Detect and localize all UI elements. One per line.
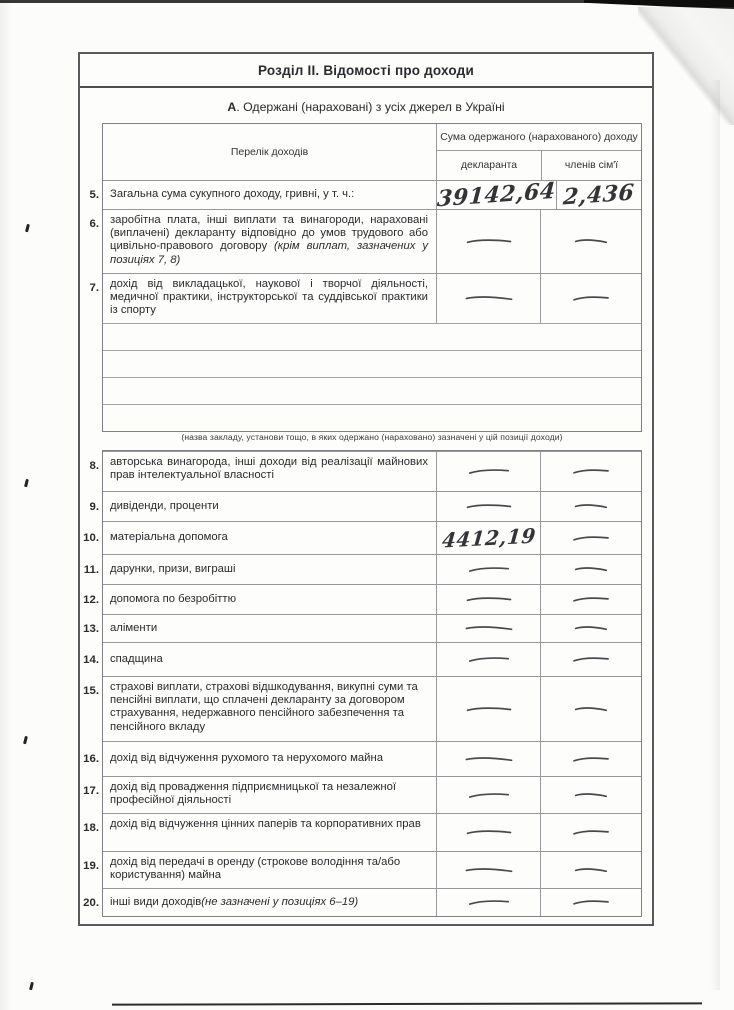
family-amount-cell [540,452,641,491]
income-description [103,452,436,491]
scan-mark [25,224,30,232]
handwritten-amount: 39142,64 [436,177,557,213]
handwritten-dash [466,237,512,246]
row-number: 12. [83,593,99,606]
declarant-amount-cell [436,814,540,851]
family-amount-cell [540,814,641,851]
row-number: 7. [89,282,99,294]
income-description [103,742,436,776]
family-amount-cell [540,210,641,273]
family-amount-cell [540,742,641,776]
row-number: 17. [83,785,99,797]
scan-mark [24,479,29,487]
handwritten-dash [574,790,608,801]
handwritten-dash [466,828,512,837]
handwritten-amount: 4412,19 [440,523,537,553]
table-row [83,584,641,614]
column-header-income-list: Перелік доходів [230,146,309,158]
handwritten-dash [466,595,512,604]
table-row [89,451,641,491]
income-description [103,181,436,209]
row-number: 15. [83,685,99,697]
income-description-text: матеріальна допомога [110,531,228,544]
column-header-declarant: декларанта [460,160,518,171]
table-row [83,741,641,776]
institution-blank-row [103,323,641,350]
table-row [83,888,641,916]
family-amount-cell [540,852,641,888]
income-description [103,555,436,584]
income-table-lower [83,450,642,917]
handwritten-dash [464,293,513,304]
handwritten-dash [572,754,609,764]
table-header [103,124,641,180]
handwritten-dash [466,705,512,714]
income-description-text: дохід від провадження підприємницької та незалежної професійної діяльності [110,781,397,807]
declarant-amount-cell [436,452,540,491]
declarant-amount-cell [436,615,540,642]
handwritten-dash [572,466,609,476]
handwritten-dash [464,623,513,634]
scan-mark [29,982,34,990]
family-amount-cell [556,181,641,209]
row-number: 14. [83,653,99,666]
scan-mark [23,736,28,744]
family-amount-cell [540,522,641,554]
income-description-text: дохід від відчуження рухомого та нерухомого майна [110,752,383,765]
row-number: 11. [83,563,99,576]
declarant-amount-cell [436,555,540,584]
income-table-upper [89,123,642,432]
family-amount-cell [540,889,641,916]
income-description-italic: (крім виплат, зазначених у позиціях 7, 8) [110,240,428,266]
income-description-text: допомога по безробіттю [110,592,237,605]
section-title-band [80,54,652,88]
handwritten-dash [468,466,510,477]
scan-top-edge-artifact [0,0,734,9]
income-description [103,643,436,676]
handwritten-dash [574,236,608,247]
handwritten-dash [574,865,608,876]
income-description [103,210,436,273]
declarant-amount-cell [436,210,540,273]
handwritten-dash [468,790,510,801]
handwritten-dash [468,897,510,908]
declarant-amount-cell [436,274,540,323]
income-description-text: спадщина [110,652,163,665]
income-description [103,522,436,554]
income-description-text: дохід від передачі в оренду (строкове володіння та/або користування) майна [110,856,401,882]
income-description-text: дивіденди, проценти [110,499,219,512]
family-amount-cell [540,274,641,323]
handwritten-dash [572,293,609,303]
income-description-text: Загальна сума сукупного доходу, гривні, у т. ч.: [110,188,355,201]
institution-blank-row [103,377,641,404]
table-row [89,491,641,521]
income-description-text: дохід від відчуження цінних паперів та корпоративних прав [110,818,421,830]
income-description [103,814,436,851]
table-row [83,642,641,676]
handwritten-dash [574,501,608,512]
table-row [83,676,641,741]
declarant-amount-cell [436,777,540,813]
row-number: 16. [83,753,99,765]
handwritten-dash [464,754,513,765]
handwritten-dash [572,897,609,907]
handwritten-dash [572,594,609,604]
table-row [83,813,641,851]
handwritten-dash [468,564,510,575]
table-row [89,273,641,323]
row-number: 9. [89,500,99,513]
table-row [83,554,641,584]
income-description-text: інші види доходів [110,895,202,908]
declarant-amount-cell [436,177,557,213]
declarant-amount-cell [436,585,540,614]
income-description [103,852,436,888]
income-description [103,777,436,813]
subsection-title [80,90,652,123]
handwritten-dash [464,865,513,876]
declarant-amount-cell [436,677,540,741]
row-number: 10. [83,532,99,544]
row-number: 19. [83,860,99,872]
handwritten-dash [468,654,510,665]
declarant-amount-cell [436,492,540,521]
row-number: 20. [83,896,99,909]
column-header-sum: Сума одержаного (нарахованого) доходу [437,124,641,151]
scan-right-edge-shadow [710,80,720,990]
income-description-text: страхові виплати, страхові відшкодування, викупні суми та пенсійні виплати, що сплачені декларанту за договором страхування, недержавного пенсійного забезпечення та пенсійного вкладу [110,681,418,733]
institution-blank-row [103,350,641,377]
table-row [83,851,641,888]
family-amount-cell [540,677,641,741]
declarant-amount-cell [436,643,540,676]
declarant-amount-cell [436,742,540,776]
row-number: 13. [83,622,99,635]
handwritten-amount: 2,436 [562,179,636,211]
scan-bottom-edge-artifact [112,1002,702,1005]
table-row [83,776,641,813]
handwritten-dash [572,654,609,664]
row-number: 18. [83,822,99,834]
family-amount-cell [540,492,641,521]
handwritten-dash [574,564,608,575]
family-amount-cell [540,777,641,813]
declarant-amount-cell [436,522,540,554]
income-description [103,889,436,916]
declarant-amount-cell [436,852,540,888]
handwritten-dash [466,502,512,511]
row-number: 5. [89,189,99,201]
income-description [103,615,436,642]
subsection-letter: А [227,99,237,114]
row-number: 8. [89,460,99,472]
column-header-sum-group [436,124,641,180]
scan-left-edge-shadow [0,0,12,1010]
table-row [89,209,641,273]
income-description [103,585,436,614]
institution-blank-row [103,404,641,431]
income-description-text: авторська винагорода, інші доходи від реалізації майнових прав інтелектуальної власності [110,456,428,482]
subsection-text: . Одержані (нараховані) з усіх джерел в Україні [236,99,505,114]
handwritten-dash [572,827,609,837]
handwritten-dash [574,704,608,715]
row-number: 6. [89,218,99,230]
family-amount-cell [540,643,641,676]
table-row [89,177,641,213]
family-amount-cell [540,555,641,584]
family-amount-cell [540,615,641,642]
section-title: Розділ II. Відомості про доходи [258,62,474,78]
family-amount-cell [540,585,641,614]
income-description-text: дохід від викладацької, наукової і творчої діяльності, медичної практики, інструкторської та суддівської практики із спорту [110,278,428,317]
form-outer-box [78,52,654,926]
income-description-text: аліменти [110,621,158,634]
declarant-amount-cell [436,889,540,916]
income-description-text: дарунки, призи, виграші [110,562,236,575]
income-description [103,492,436,521]
handwritten-dash [574,623,608,634]
table-row [83,614,641,642]
handwritten-dash [572,533,609,543]
table-row [83,521,641,554]
institution-note-caption: (назва закладу, установи тощо, в яких одержано (нараховано) зазначені у цій позиції доходи) [181,432,563,442]
income-description [103,274,436,323]
income-description-text: заробітна плата, інші виплати та винагороди, нараховані (виплачені) декларанту відповідно до умов трудового або цивільно-правового договору [110,214,428,253]
income-description [103,677,436,741]
income-description-italic: (не зазначені у позиціях 6–19) [201,895,359,908]
column-header-family: членів сім'ї [541,151,641,180]
